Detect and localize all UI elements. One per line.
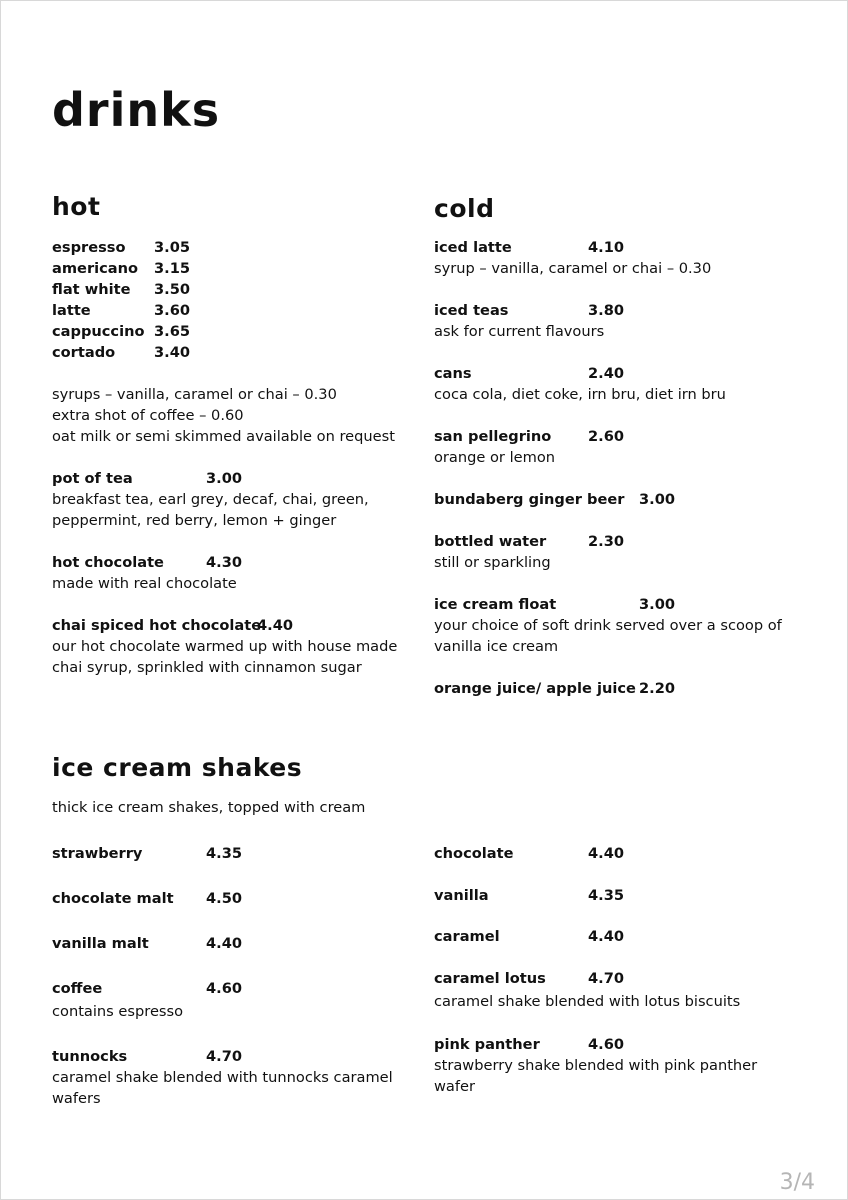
item-price: 3.40 (154, 344, 191, 361)
item-price: 4.10 (588, 239, 625, 256)
item-price: 2.60 (588, 428, 625, 445)
item-name: san pellegrino (434, 428, 552, 445)
menu-item (52, 279, 412, 300)
menu-item (434, 489, 824, 510)
menu-item (434, 300, 824, 321)
note-text: extra shot of coffee – 0.60 (52, 407, 244, 424)
item-name: ice cream float (434, 596, 557, 613)
item-name: vanilla malt (52, 935, 149, 952)
item-price: 4.70 (206, 1048, 243, 1065)
item-description: syrup – vanilla, caramel or chai – 0.30 (434, 260, 712, 277)
item-description: your choice of soft drink served over a scoop of (434, 617, 782, 634)
item-price: 3.15 (154, 260, 191, 277)
item-name: americano (52, 260, 139, 277)
menu-item (52, 237, 412, 258)
menu-item (52, 978, 412, 999)
menu-item (434, 426, 824, 447)
item-price: 3.00 (639, 596, 676, 613)
item-description: ask for current flavours (434, 323, 605, 340)
item-price: 4.30 (206, 554, 243, 571)
item-name: iced latte (434, 239, 512, 256)
page-number: 3/4 (779, 1170, 815, 1195)
item-price: 4.70 (588, 970, 625, 987)
item-description: coca cola, diet coke, irn bru, diet irn bru (434, 386, 726, 403)
menu-item (434, 843, 824, 864)
item-name: flat white (52, 281, 131, 298)
page-title: drinks (52, 83, 221, 137)
hot-heading: hot (52, 192, 101, 221)
item-name: latte (52, 302, 91, 319)
menu-item (434, 678, 824, 699)
menu-item (434, 926, 824, 947)
shakes-intro: thick ice cream shakes, topped with cream (52, 799, 366, 816)
item-description: still or sparkling (434, 554, 551, 571)
menu-item (52, 300, 412, 321)
item-name: bottled water (434, 533, 547, 550)
item-name: bundaberg ginger beer (434, 491, 625, 508)
shakes-left-column (52, 843, 412, 1109)
item-name: cappuccino (52, 323, 145, 340)
item-price: 4.35 (206, 845, 243, 862)
item-name: chai spiced hot chocolate (52, 617, 262, 634)
item-price: 4.40 (588, 928, 625, 945)
item-price: 2.20 (639, 680, 676, 697)
item-description: made with real chocolate (52, 575, 237, 592)
item-description: strawberry shake blended with pink panther (434, 1057, 758, 1074)
shakes-right-column (434, 843, 824, 1097)
item-price: 3.00 (639, 491, 676, 508)
menu-item (52, 321, 412, 342)
item-price: 2.30 (588, 533, 625, 550)
menu-item (52, 933, 412, 954)
item-price: 3.00 (206, 470, 243, 487)
item-description: caramel shake blended with tunnocks caramel (52, 1069, 393, 1086)
menu-item (52, 342, 412, 363)
menu-item (434, 1034, 824, 1055)
item-name: vanilla (434, 887, 489, 904)
item-name: cortado (52, 344, 116, 361)
menu-item (52, 552, 412, 573)
item-description: our hot chocolate warmed up with house made (52, 638, 398, 655)
item-name: caramel (434, 928, 500, 945)
item-name: strawberry (52, 845, 143, 862)
item-price: 4.60 (588, 1036, 625, 1053)
item-price: 3.05 (154, 239, 191, 256)
item-description: breakfast tea, earl grey, decaf, chai, green, (52, 491, 369, 508)
cold-section (434, 237, 824, 699)
item-description: wafer (434, 1078, 475, 1095)
item-name: tunnocks (52, 1048, 128, 1065)
item-description: wafers (52, 1090, 101, 1107)
item-name: espresso (52, 239, 126, 256)
item-price: 4.40 (257, 617, 294, 634)
item-description: caramel shake blended with lotus biscuits (434, 993, 741, 1010)
item-name: cans (434, 365, 472, 382)
item-price: 3.80 (588, 302, 625, 319)
item-name: hot chocolate (52, 554, 164, 571)
shakes-heading: ice cream shakes (52, 753, 303, 782)
item-description: contains espresso (52, 1003, 184, 1020)
item-price: 4.50 (206, 890, 243, 907)
item-price: 4.40 (206, 935, 243, 952)
item-name: pot of tea (52, 470, 133, 487)
menu-item (52, 1046, 412, 1067)
menu-item (434, 363, 824, 384)
item-name: chocolate (434, 845, 514, 862)
item-description: peppermint, red berry, lemon + ginger (52, 512, 337, 529)
item-price: 3.50 (154, 281, 191, 298)
menu-item (52, 843, 412, 864)
menu-item (434, 237, 824, 258)
item-description: orange or lemon (434, 449, 555, 466)
item-name: caramel lotus (434, 970, 546, 987)
item-name: pink panther (434, 1036, 540, 1053)
item-name: coffee (52, 980, 103, 997)
item-price: 3.65 (154, 323, 191, 340)
item-description: vanilla ice cream (434, 638, 559, 655)
menu-item (434, 885, 824, 906)
hot-section (52, 237, 412, 678)
menu-item (52, 888, 412, 909)
note-text: syrups – vanilla, caramel or chai – 0.30 (52, 386, 337, 403)
item-price: 2.40 (588, 365, 625, 382)
note-text: oat milk or semi skimmed available on request (52, 428, 395, 445)
menu-item (52, 615, 412, 636)
item-price: 4.35 (588, 887, 625, 904)
item-price: 4.60 (206, 980, 243, 997)
cold-heading: cold (434, 194, 495, 223)
item-price: 4.40 (588, 845, 625, 862)
menu-item (434, 968, 824, 989)
item-name: iced teas (434, 302, 509, 319)
item-name: chocolate malt (52, 890, 174, 907)
menu-item (434, 531, 824, 552)
menu-item (434, 594, 824, 615)
item-name: orange juice/ apple juice (434, 680, 636, 697)
menu-item (52, 258, 412, 279)
item-description: chai syrup, sprinkled with cinnamon sugar (52, 659, 362, 676)
menu-item (52, 468, 412, 489)
item-price: 3.60 (154, 302, 191, 319)
